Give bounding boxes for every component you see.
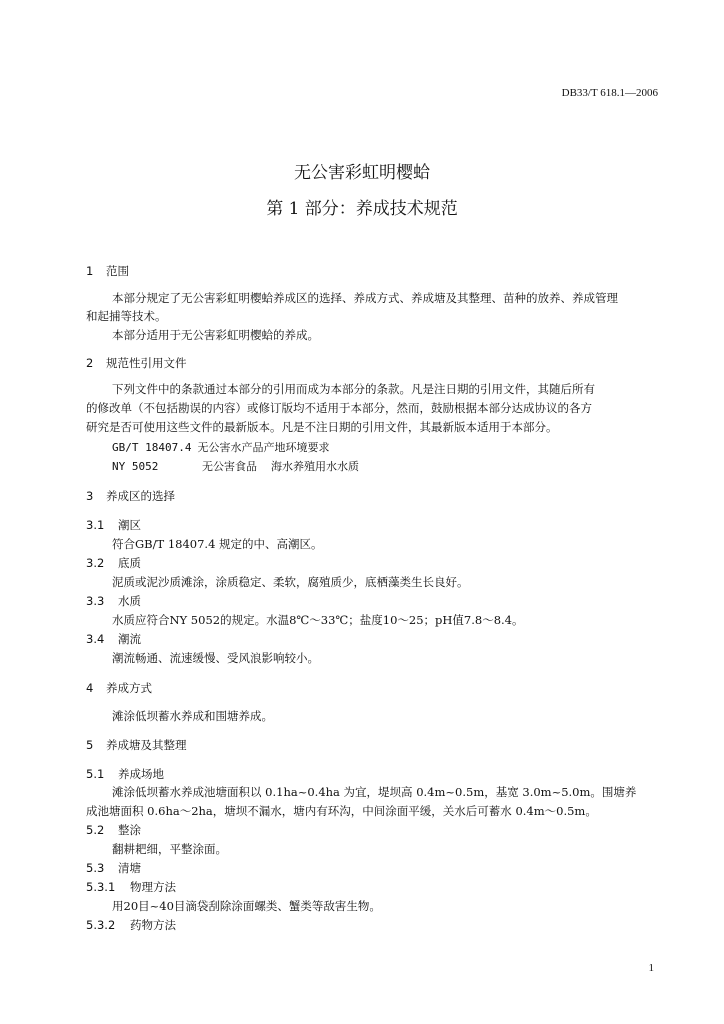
subsubsection-number: 5.3.1 bbox=[86, 880, 116, 894]
paragraph-line: 翻耕耙细，平整涂面。 bbox=[112, 842, 227, 856]
paragraph-line: 本部分规定了无公害彩虹明樱蛤养成区的选择、养成方式、养成塘及其整理、苗种的放养、养成管理 bbox=[112, 291, 618, 305]
section-4-heading bbox=[86, 680, 152, 696]
section-5-heading bbox=[86, 737, 187, 753]
paragraph-line: 的修改单（不包括勘误的内容）或修订版均不适用于本部分，然而，鼓励根据本部分达成协议的各方 bbox=[86, 401, 592, 415]
subsection-heading bbox=[86, 555, 141, 571]
paragraph-line: 研究是否可使用这些文件的最新版本。凡是不注日期的引用文件，其最新版本适用于本部分。 bbox=[86, 420, 558, 434]
page-number: 1 bbox=[648, 962, 654, 974]
paragraph-line: 下列文件中的条款通过本部分的引用而成为本部分的条款。凡是注日期的引用文件，其随后所有 bbox=[112, 382, 595, 396]
subsubsection-heading bbox=[86, 917, 176, 933]
subsection-heading bbox=[86, 593, 141, 609]
subsection-title: 养成场地 bbox=[118, 767, 164, 781]
section-number: 5 bbox=[86, 738, 94, 752]
subsubsection-heading bbox=[86, 879, 176, 895]
paragraph-line: 潮流畅通、流速缓慢、受风浪影响较小。 bbox=[112, 651, 319, 665]
section-number: 4 bbox=[86, 681, 94, 695]
section-title: 养成方式 bbox=[106, 681, 152, 695]
section-title: 养成区的选择 bbox=[106, 489, 175, 503]
section-title: 范围 bbox=[106, 264, 129, 278]
subsection-number: 3.1 bbox=[86, 518, 105, 532]
paragraph-line: 用20目~40目滴袋刮除涂面螺类、蟹类等敌害生物。 bbox=[112, 899, 381, 913]
paragraph-line: 滩涂低坝蓄水养成和围塘养成。 bbox=[112, 709, 273, 723]
reference-subtitle: 海水养殖用水水质 bbox=[271, 460, 359, 473]
subsection-heading bbox=[86, 822, 141, 838]
reference-title: 无公害水产品产地环境要求 bbox=[197, 441, 330, 454]
section-3-heading bbox=[86, 488, 175, 504]
paragraph-line: 水质应符合NY 5052的规定。水温8℃～33℃；盐度10～25；pH值7.8～8.4。 bbox=[112, 613, 524, 627]
reference-entry bbox=[112, 439, 329, 455]
standard-number: DB33/T 618.1—2006 bbox=[561, 87, 658, 99]
subsection-title: 清塘 bbox=[118, 861, 141, 875]
subsection-heading bbox=[86, 517, 141, 533]
subsubsection-number: 5.3.2 bbox=[86, 918, 116, 932]
subsection-heading bbox=[86, 766, 164, 782]
paragraph-line: 符合GB/T 18407.4 规定的中、高潮区。 bbox=[112, 537, 323, 551]
subsection-title: 潮流 bbox=[118, 632, 141, 646]
paragraph-line: 泥质或泥沙质滩涂，涂质稳定、柔软，腐殖质少，底栖藻类生长良好。 bbox=[112, 575, 469, 589]
subsection-number: 3.4 bbox=[86, 632, 105, 646]
subsection-title: 底质 bbox=[118, 556, 141, 570]
reference-code: NY 5052 bbox=[112, 460, 159, 473]
paragraph-line: 成池塘面积 0.6ha～2ha，塘坝不漏水，塘内有环沟，中间涂面平缓，关水后可蓄水 0.4m～0.5m。 bbox=[86, 804, 597, 818]
document-part-title: 第 1 部分：养成技术规范 bbox=[266, 199, 458, 219]
document-title: 无公害彩虹明樱蛤 bbox=[294, 163, 430, 183]
subsection-title: 水质 bbox=[118, 594, 141, 608]
subsection-number: 3.3 bbox=[86, 594, 105, 608]
section-2-heading bbox=[86, 355, 187, 371]
paragraph-line: 和起捕等技术。 bbox=[86, 309, 167, 323]
reference-code: GB/T 18407.4 bbox=[112, 441, 192, 454]
section-1-heading bbox=[86, 263, 129, 279]
reference-entry bbox=[112, 458, 359, 474]
subsection-number: 5.1 bbox=[86, 767, 105, 781]
section-number: 3 bbox=[86, 489, 94, 503]
section-title: 规范性引用文件 bbox=[106, 356, 187, 370]
subsection-number: 5.3 bbox=[86, 861, 105, 875]
subsection-number: 3.2 bbox=[86, 556, 105, 570]
section-title: 养成塘及其整理 bbox=[106, 738, 187, 752]
subsection-heading bbox=[86, 860, 141, 876]
paragraph-line: 滩涂低坝蓄水养成池塘面积以 0.1ha~0.4ha 为宜，堤坝高 0.4m~0.5m，基宽 3.0m~5.0m。围塘养 bbox=[112, 785, 637, 799]
subsubsection-title: 物理方法 bbox=[130, 880, 176, 894]
section-number: 2 bbox=[86, 356, 94, 370]
subsection-number: 5.2 bbox=[86, 823, 105, 837]
subsubsection-title: 药物方法 bbox=[130, 918, 176, 932]
subsection-title: 整涂 bbox=[118, 823, 141, 837]
subsection-title: 潮区 bbox=[118, 518, 141, 532]
paragraph-line: 本部分适用于无公害彩虹明樱蛤的养成。 bbox=[112, 328, 319, 342]
section-number: 1 bbox=[86, 264, 94, 278]
subsection-heading bbox=[86, 631, 141, 647]
reference-title: 无公害食品 bbox=[202, 460, 257, 473]
